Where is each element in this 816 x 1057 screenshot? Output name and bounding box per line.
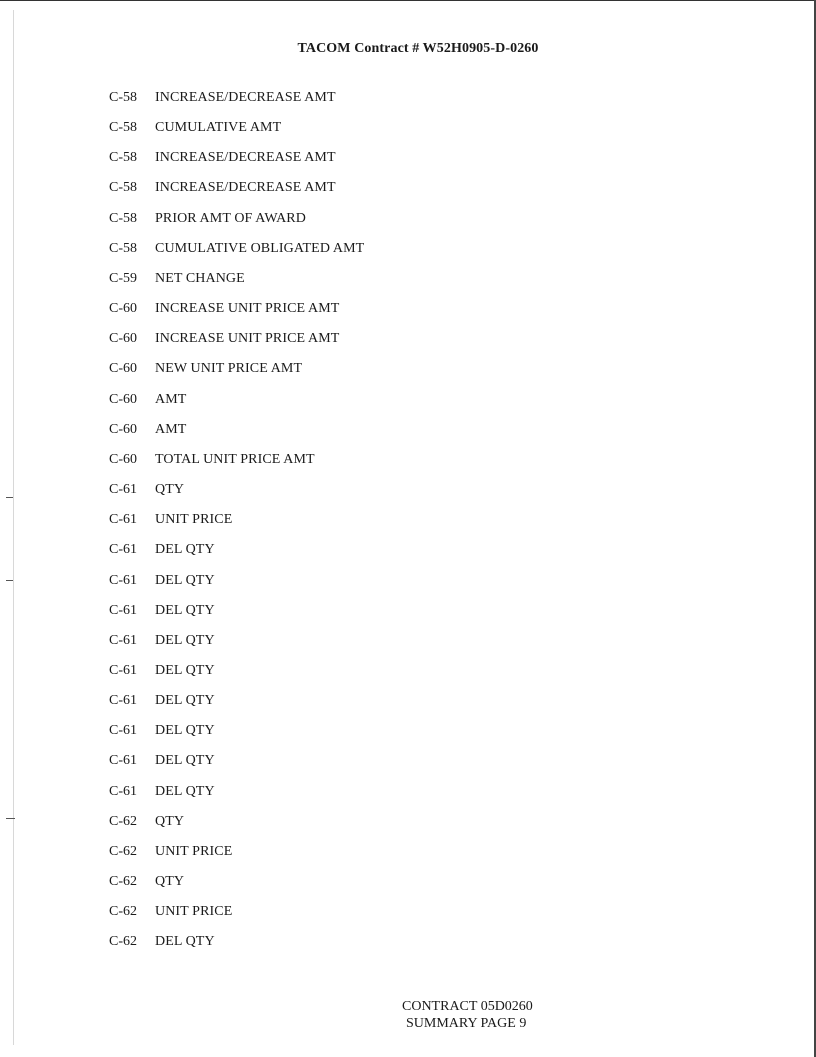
line-item-row — [0, 271, 816, 301]
line-item-label: DEL QTY — [155, 572, 215, 588]
line-item-label: TOTAL UNIT PRICE AMT — [155, 451, 315, 467]
line-item-code: C-58 — [109, 90, 137, 105]
line-item-row — [0, 301, 816, 331]
line-item-row — [0, 814, 816, 844]
line-item-code: C-61 — [109, 482, 137, 498]
line-item-code: C-62 — [109, 934, 137, 950]
line-item-label: INCREASE UNIT PRICE AMT — [155, 301, 340, 317]
line-item-label: UNIT PRICE — [155, 512, 233, 528]
line-item-row — [0, 934, 816, 964]
line-item-code: C-58 — [109, 210, 137, 226]
page-border-top — [0, 0, 816, 1]
line-item-code: C-62 — [109, 904, 137, 920]
line-item-code: C-61 — [109, 602, 137, 618]
line-item-row — [0, 392, 816, 422]
line-item-label: NEW UNIT PRICE AMT — [155, 361, 303, 377]
line-item-label: DEL QTY — [155, 632, 215, 648]
line-item-label: DEL QTY — [155, 934, 215, 950]
line-item-code: C-61 — [109, 723, 137, 739]
line-item-row — [0, 844, 816, 874]
line-item-row — [0, 120, 816, 150]
line-item-row — [0, 241, 816, 271]
line-item-code: C-61 — [109, 512, 137, 528]
line-item-row — [0, 180, 816, 210]
line-item-code: C-61 — [109, 693, 137, 709]
line-item-code: C-60 — [109, 301, 137, 317]
line-item-row — [0, 512, 816, 542]
line-item-code: C-59 — [109, 270, 137, 286]
footer-contract-number: CONTRACT 05D0260 — [402, 999, 533, 1014]
line-item-row — [0, 482, 816, 512]
line-item-label: UNIT PRICE — [155, 843, 233, 859]
line-item-code: C-58 — [109, 120, 137, 136]
line-item-row — [0, 904, 816, 934]
line-item-row — [0, 603, 816, 633]
line-item-row — [0, 542, 816, 572]
line-item-label: DEL QTY — [155, 662, 215, 678]
line-item-row — [0, 633, 816, 663]
line-item-label: NET CHANGE — [155, 270, 245, 286]
line-item-label: INCREASE/DECREASE AMT — [155, 150, 336, 166]
line-item-code: C-61 — [109, 753, 137, 769]
document-title: TACOM Contract # W52H0905-D-0260 — [297, 41, 539, 56]
line-item-label: DEL QTY — [155, 723, 215, 739]
line-item-row — [0, 723, 816, 753]
line-item-row — [0, 693, 816, 723]
line-item-code: C-60 — [109, 361, 137, 377]
line-item-label: INCREASE UNIT PRICE AMT — [155, 331, 340, 347]
line-item-label: DEL QTY — [155, 693, 215, 709]
line-item-code: C-58 — [109, 180, 137, 196]
line-item-label: AMT — [155, 421, 187, 437]
line-item-code: C-62 — [109, 874, 137, 890]
line-item-code: C-62 — [109, 813, 137, 829]
line-item-label: CUMULATIVE AMT — [155, 120, 282, 136]
footer-page-number: SUMMARY PAGE 9 — [406, 1016, 527, 1031]
line-item-label: QTY — [155, 482, 185, 498]
line-item-row — [0, 753, 816, 783]
line-item-label: QTY — [155, 874, 185, 890]
line-item-row — [0, 784, 816, 814]
line-item-row — [0, 874, 816, 904]
line-item-label: AMT — [155, 391, 187, 407]
line-item-label: DEL QTY — [155, 753, 215, 769]
line-item-code: C-60 — [109, 331, 137, 347]
line-item-code: C-61 — [109, 662, 137, 678]
line-item-code: C-62 — [109, 843, 137, 859]
line-item-code: C-60 — [109, 391, 137, 407]
line-item-label: DEL QTY — [155, 602, 215, 618]
line-item-label: UNIT PRICE — [155, 904, 233, 920]
line-item-label: CUMULATIVE OBLIGATED AMT — [155, 240, 365, 256]
line-item-label: QTY — [155, 813, 185, 829]
line-item-row — [0, 422, 816, 452]
line-item-label: INCREASE/DECREASE AMT — [155, 90, 336, 105]
line-item-label: DEL QTY — [155, 542, 215, 558]
line-item-code: C-58 — [109, 150, 137, 166]
line-item-code: C-61 — [109, 632, 137, 648]
line-item-code: C-60 — [109, 451, 137, 467]
line-item-row — [0, 573, 816, 603]
line-item-code: C-61 — [109, 542, 137, 558]
page-footer — [402, 998, 533, 1032]
line-item-row — [0, 361, 816, 391]
line-item-list — [0, 90, 816, 965]
line-item-row — [0, 90, 816, 120]
line-item-row — [0, 331, 816, 361]
line-item-label: PRIOR AMT OF AWARD — [155, 210, 306, 226]
line-item-row — [0, 663, 816, 693]
line-item-code: C-61 — [109, 783, 137, 799]
line-item-row — [0, 150, 816, 180]
line-item-code: C-58 — [109, 240, 137, 256]
line-item-label: INCREASE/DECREASE AMT — [155, 180, 336, 196]
line-item-code: C-60 — [109, 421, 137, 437]
line-item-label: DEL QTY — [155, 783, 215, 799]
line-item-code: C-61 — [109, 572, 137, 588]
line-item-row — [0, 452, 816, 482]
line-item-row — [0, 211, 816, 241]
